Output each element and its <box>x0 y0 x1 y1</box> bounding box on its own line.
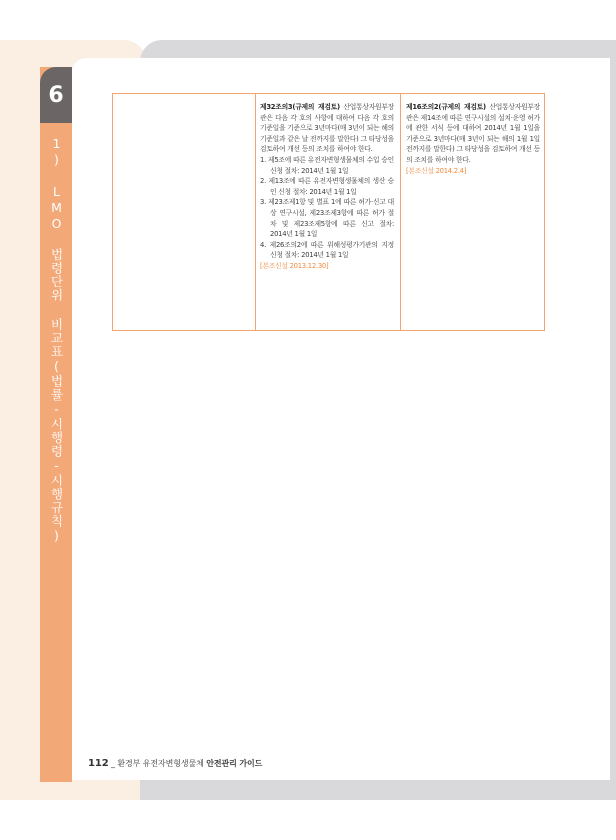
page-footer <box>88 758 262 769</box>
rule-article-body: 산업통상자원부장관은 제14조에 따른 연구시설의 설치·운영 허가에 관한 서식 등에 대하여 2014년 1월 1일을 기준으로 3년마다(매 3년이 되는 해의 1월 1일 전까지를 말한다) 그 타당성을 검토하여 개선 등의 조치를 하여야 한다. <box>406 103 540 164</box>
footer-book-title: 유전자변형생물체 <box>142 759 204 768</box>
footer-separator: _ <box>111 759 115 768</box>
rule-amendment-note: [본조신설 2014.2.4] <box>406 166 467 175</box>
decree-article <box>260 102 394 155</box>
list-item: 1. 제5조에 따른 유전자변형생물체의 수입 승인 신청 절차: 2014년 1월 1일 <box>260 155 394 175</box>
rule-article-heading: 제16조의2(규제의 재검토) <box>406 103 486 111</box>
footer-ministry: 환경부 <box>117 759 141 768</box>
table-cell-rule <box>401 94 544 330</box>
decree-article-heading: 제32조의3(규제의 재검토) <box>260 103 340 111</box>
rule-article <box>406 102 540 166</box>
chapter-number: 6 <box>48 82 64 108</box>
list-item: 2. 제13조에 따른 유전자변형생물체의 생산 승인 신청 절차: 2014년 1월 1일 <box>260 177 394 196</box>
page-number: 112 <box>88 758 109 769</box>
table-cell-decree <box>256 94 401 330</box>
decree-article-body: 산업통상자원부장관은 다음 각 호의 사항에 대하여 다음 각 호의 기준일을 기준으로 3년마다(매 3년이 되는 해의 기준일과 같은 날 전까지를 말한다) 그 타당성을 검토하여 개선 등의 조치를 하여야 한다. <box>260 103 394 154</box>
decree-amendment-note: [본조신설 2013.12.30] <box>260 261 329 270</box>
list-item: 4. 제26조의2에 따른 위해성평가기관의 지정 신청 절차: 2014년 1월 1일 <box>260 240 394 260</box>
list-item: 3. 제23조제1항 및 별표 1에 따른 허가·신고 대상 연구시설, 제23조제3항에 따른 허가 절차 및 제23조제5항에 따른 신고 절차: 2014년 1월 1일 <box>260 198 394 239</box>
footer-book-subtitle: 안전관리 가이드 <box>206 759 263 768</box>
comparison-table <box>112 93 545 331</box>
section-title-vertical: 1) LMO 법령단위 비교표(법률-시행령-시행규칙) <box>49 136 64 544</box>
table-cell-law <box>113 94 256 330</box>
chapter-tab <box>40 67 72 123</box>
